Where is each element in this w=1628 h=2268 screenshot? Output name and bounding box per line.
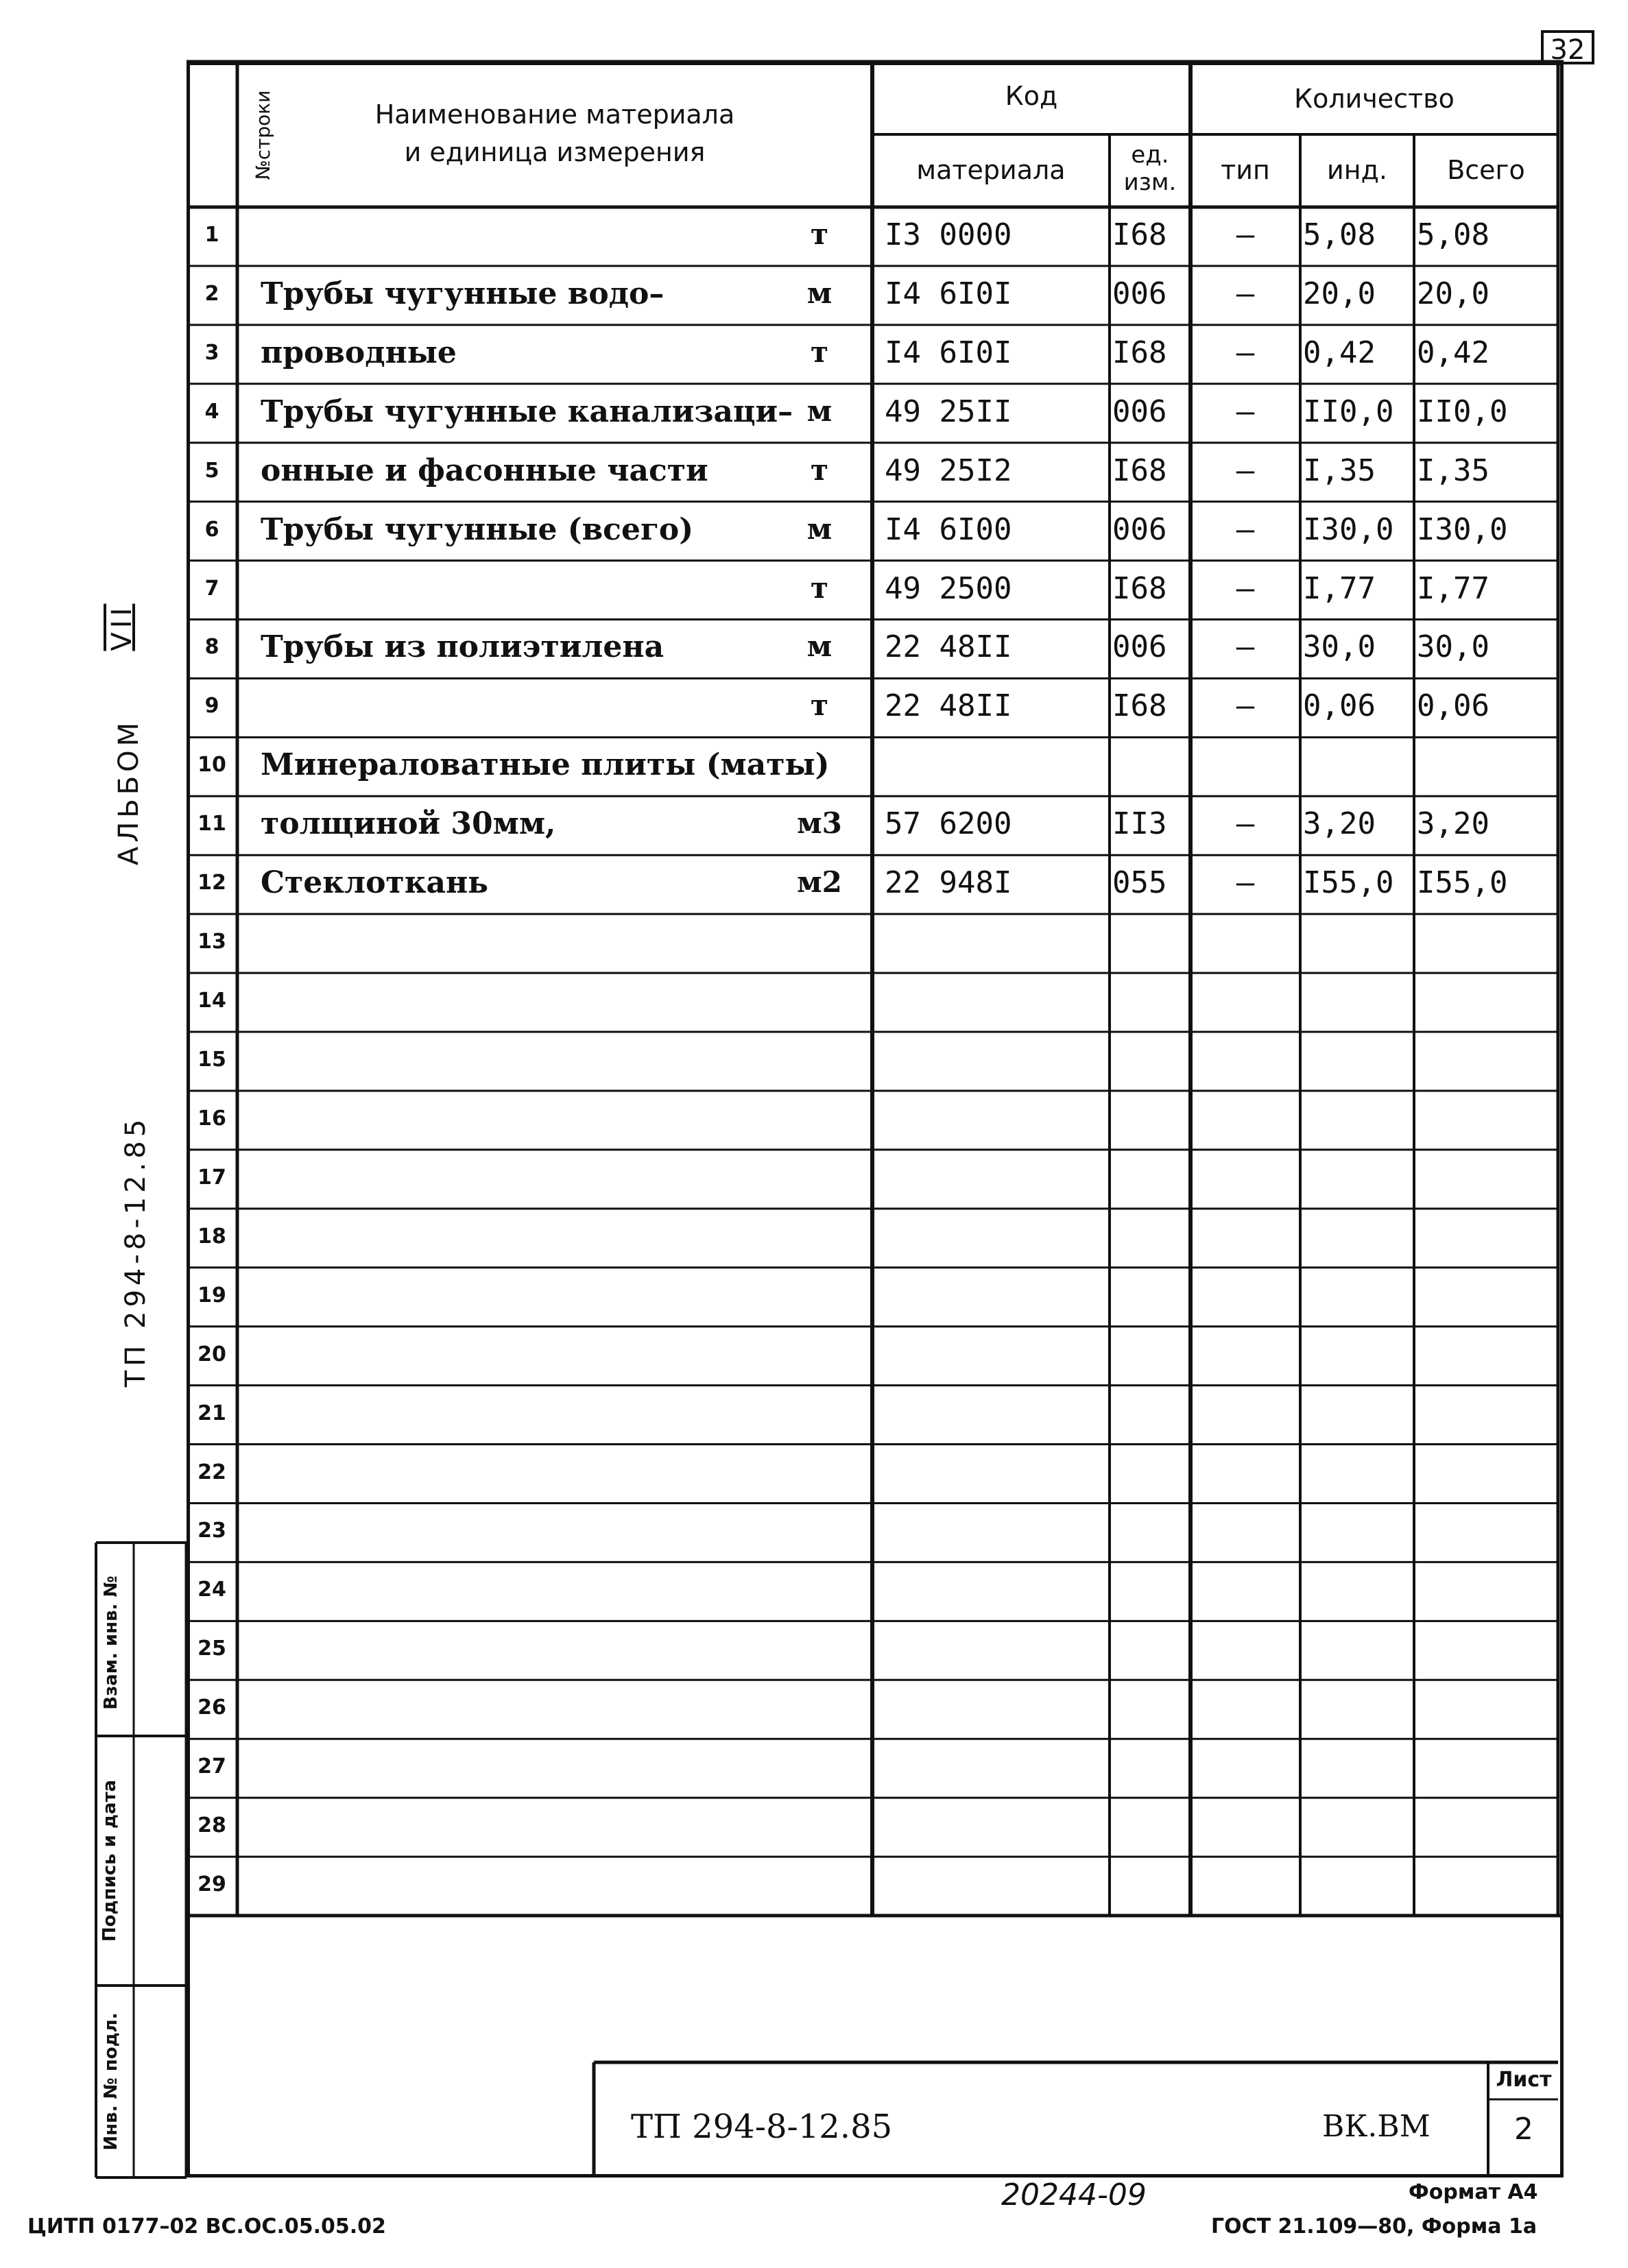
cell-ind: I,77	[1303, 570, 1376, 606]
cell-total: 0,06	[1417, 688, 1489, 724]
cell-unit: т	[810, 570, 829, 605]
cell-typ: –	[1236, 806, 1255, 842]
sheet-label: Лист	[1496, 2068, 1552, 2092]
title-mark: ВК.ВМ	[1322, 2109, 1431, 2144]
row-number: 16	[197, 1106, 226, 1131]
row-number: 23	[197, 1519, 226, 1543]
cell-ed: 006	[1112, 276, 1167, 311]
cell-code: 57 6200	[885, 806, 1012, 842]
cell-code: 49 2500	[885, 570, 1012, 606]
cell-ind: 0,42	[1303, 335, 1376, 370]
cell-code: 49 25II	[885, 394, 1012, 429]
cell-ed: II3	[1112, 806, 1167, 842]
row-number: 25	[197, 1637, 226, 1661]
page-number: 32	[1541, 30, 1594, 64]
row-number: 27	[197, 1754, 226, 1779]
cell-unit: т	[810, 453, 829, 487]
cell-typ: –	[1236, 865, 1255, 901]
cell-name: онные и фасонные части	[261, 453, 708, 488]
cell-ed: 006	[1112, 511, 1167, 547]
cell-typ: –	[1236, 511, 1255, 547]
cell-unit: м	[806, 394, 833, 428]
cell-typ: –	[1236, 570, 1255, 606]
header-unit-line1: ед.	[1131, 141, 1169, 169]
cell-ind: 30,0	[1303, 629, 1376, 665]
cell-ed: 006	[1112, 394, 1167, 429]
cell-ed: I68	[1112, 335, 1167, 370]
row-number: 1	[204, 222, 219, 247]
footer-gost: ГОСТ 21.109—80, Форма 1а	[1211, 2215, 1537, 2239]
cell-name: Минераловатные плиты (маты)	[261, 747, 830, 783]
header-quantity: Количество	[1294, 84, 1455, 114]
stamp-podpis: Подпись и дата	[99, 1779, 120, 1942]
cell-unit: м3	[797, 806, 842, 841]
cell-total: 20,0	[1417, 276, 1489, 311]
cell-total: 0,42	[1417, 335, 1489, 370]
row-number: 20	[197, 1342, 226, 1366]
row-number: 18	[197, 1224, 226, 1248]
header-row-label: №строки	[252, 90, 274, 180]
header-name-line2: и единица измерения	[404, 137, 706, 167]
cell-code: I4 6I00	[885, 511, 1012, 547]
row-number: 21	[197, 1401, 226, 1425]
cell-typ: –	[1236, 629, 1255, 665]
handwritten-number: 20244-09	[1001, 2177, 1147, 2212]
row-number: 14	[197, 989, 226, 1013]
cell-name: Стеклоткань	[261, 865, 489, 901]
row-number: 10	[197, 753, 226, 777]
cell-total: 3,20	[1417, 806, 1489, 842]
cell-total: 5,08	[1417, 217, 1489, 252]
row-number: 22	[197, 1460, 226, 1484]
stamp-vzam: Взам. инв. №	[101, 1576, 121, 1710]
header-ind: инд.	[1327, 155, 1387, 185]
cell-unit: м	[806, 511, 833, 546]
cell-total: II0,0	[1417, 394, 1508, 429]
row-number: 17	[197, 1165, 226, 1190]
cell-ed: 006	[1112, 629, 1167, 665]
cell-unit: т	[810, 335, 829, 369]
cell-ed: I68	[1112, 688, 1167, 724]
cell-ed: 055	[1112, 865, 1167, 901]
row-number: 24	[197, 1578, 226, 1602]
cell-name: толщиной 30мм,	[261, 806, 556, 842]
cell-ed: I68	[1112, 570, 1167, 606]
cell-total: 30,0	[1417, 629, 1489, 665]
cell-name: Трубы из полиэтилена	[261, 629, 665, 665]
cell-typ: –	[1236, 276, 1255, 311]
cell-code: 22 948I	[885, 865, 1012, 901]
cell-total: I,35	[1417, 453, 1489, 488]
cell-typ: –	[1236, 217, 1255, 252]
album-label: АЛЬБОМ	[113, 718, 145, 866]
cell-code: 22 48II	[885, 688, 1012, 724]
cell-ind: I,35	[1303, 453, 1376, 488]
cell-typ: –	[1236, 394, 1255, 429]
sheet-number: 2	[1514, 2112, 1533, 2147]
album-number: VII	[106, 603, 138, 651]
cell-unit: м2	[797, 865, 842, 900]
format-label: Формат А4	[1409, 2180, 1538, 2204]
cell-ind: I30,0	[1303, 511, 1394, 547]
header-name-line1: Наименование материала	[374, 99, 735, 130]
cell-unit: т	[810, 217, 829, 251]
cell-code: I4 6I0I	[885, 276, 1012, 311]
cell-ind: I55,0	[1303, 865, 1394, 901]
cell-code: 49 25I2	[885, 453, 1012, 488]
row-number: 26	[197, 1696, 226, 1720]
row-number: 6	[204, 517, 219, 542]
row-number: 19	[197, 1283, 226, 1307]
row-number: 2	[204, 281, 219, 306]
cell-ind: 0,06	[1303, 688, 1376, 724]
cell-name: Трубы чугунные канализаци–	[261, 394, 793, 429]
row-number: 28	[197, 1813, 226, 1838]
cell-unit: т	[810, 688, 829, 723]
header-unit-line2: изм.	[1123, 169, 1177, 196]
header-material: материала	[916, 155, 1066, 185]
cell-code: I4 6I0I	[885, 335, 1012, 370]
cell-unit: м	[806, 629, 833, 664]
row-number: 12	[197, 871, 226, 895]
cell-total: I55,0	[1417, 865, 1508, 901]
cell-ed: I68	[1112, 453, 1167, 488]
row-number: 11	[197, 812, 226, 836]
cell-ed: I68	[1112, 217, 1167, 252]
cell-name: проводные	[261, 335, 457, 370]
row-number: 4	[204, 399, 219, 424]
row-number: 15	[197, 1048, 226, 1072]
header-total: Всего	[1447, 155, 1525, 185]
row-number: 13	[197, 930, 226, 954]
cell-name: Трубы чугунные водо–	[261, 276, 665, 311]
row-number: 7	[204, 576, 219, 601]
footer-left-code: ЦИТП 0177–02 ВС.ОС.05.05.02	[27, 2215, 386, 2239]
row-number: 3	[204, 340, 219, 365]
title-designation: ТП 294-8-12.85	[631, 2108, 893, 2146]
header-code: Код	[1005, 81, 1058, 111]
cell-typ: –	[1236, 453, 1255, 488]
cell-unit: м	[806, 276, 833, 310]
row-number: 8	[204, 635, 219, 660]
project-code-side: ТП 294-8-12.85	[120, 1115, 152, 1388]
cell-ind: 3,20	[1303, 806, 1376, 842]
header-typ: тип	[1221, 155, 1270, 185]
row-number: 5	[204, 458, 219, 483]
cell-code: I3 0000	[885, 217, 1012, 252]
cell-name: Трубы чугунные (всего)	[261, 511, 694, 547]
cell-total: I,77	[1417, 570, 1489, 606]
row-number: 9	[204, 694, 219, 719]
cell-code: 22 48II	[885, 629, 1012, 665]
cell-ind: 5,08	[1303, 217, 1376, 252]
cell-ind: 20,0	[1303, 276, 1376, 311]
cell-typ: –	[1236, 335, 1255, 370]
row-number: 29	[197, 1872, 226, 1897]
stamp-inv: Инв. № подл.	[101, 2012, 121, 2151]
cell-total: I30,0	[1417, 511, 1508, 547]
cell-ind: II0,0	[1303, 394, 1394, 429]
cell-typ: –	[1236, 688, 1255, 724]
